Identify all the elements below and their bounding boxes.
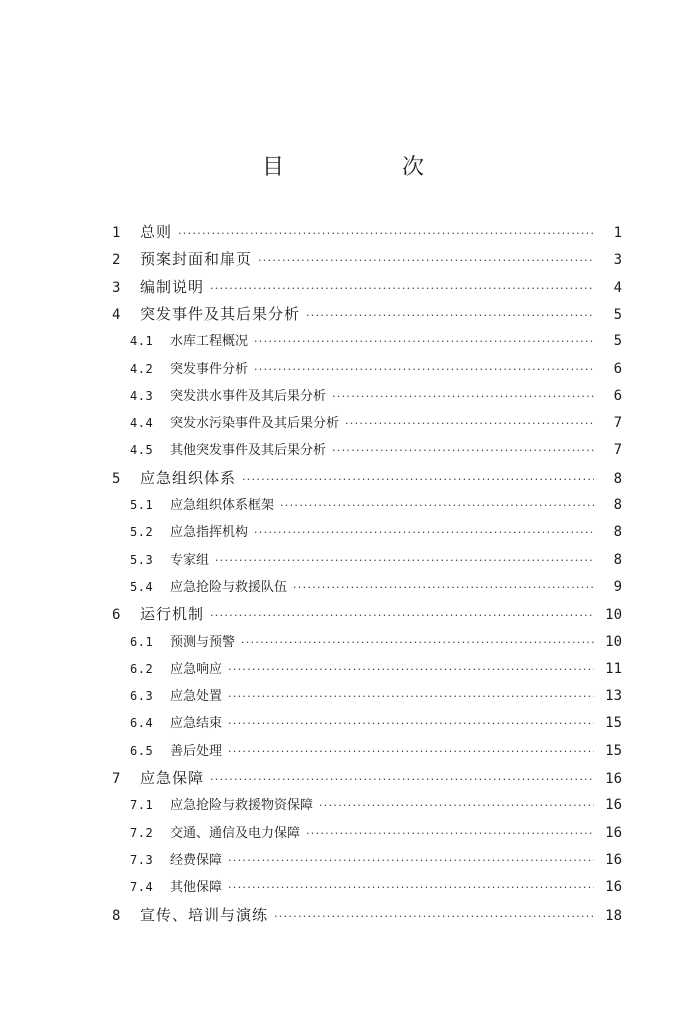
toc-entry[interactable]: [130, 657, 622, 681]
toc-leader-dots: [280, 494, 594, 518]
toc-entry-page: 11: [605, 660, 622, 677]
toc-entry[interactable]: [112, 220, 622, 244]
toc-entry-number: 7.2: [130, 825, 154, 840]
toc-entry-page: 8: [613, 470, 622, 487]
toc-entry-title: 运行机制: [140, 605, 205, 624]
toc-entry-number: 4.5: [130, 443, 154, 458]
toc-entry-page: 3: [613, 252, 622, 269]
toc-leader-dots: [293, 576, 594, 600]
toc-entry-number: 5.1: [130, 498, 154, 512]
toc-entry[interactable]: [130, 411, 622, 435]
toc-entry-number: 6.3: [130, 689, 154, 704]
toc-leader-dots: [254, 330, 594, 354]
toc-entry[interactable]: [130, 875, 622, 899]
toc-entry-title: 编制说明: [140, 277, 205, 296]
toc-entry-title: 应急指挥机构: [170, 525, 249, 541]
toc-entry-number: 5: [112, 470, 121, 487]
toc-entry-title: 应急保障: [140, 769, 205, 787]
toc-leader-dots: [319, 794, 594, 818]
toc-leader-dots: [306, 822, 594, 846]
toc-entry[interactable]: [112, 602, 622, 626]
toc-entry-title: 宣传、培训与演练: [140, 905, 269, 924]
page-title: 目 次: [261, 155, 472, 180]
toc-leader-dots: [306, 304, 594, 328]
toc-entry-title: 善后处理: [170, 743, 223, 759]
toc-entry[interactable]: [130, 711, 622, 735]
toc-entry-title: 应急响应: [170, 661, 223, 677]
toc-entry-number: 6.1: [130, 634, 154, 649]
toc-entry-title: 总则: [140, 223, 173, 241]
toc-entry-page: 16: [605, 879, 622, 896]
toc-entry-title: 应急组织体系框架: [170, 498, 275, 513]
toc-entry-number: 5.4: [130, 579, 154, 594]
toc-entry-page: 10: [605, 633, 622, 650]
toc-entry[interactable]: [130, 438, 622, 462]
toc-entry-number: 5.2: [130, 525, 154, 540]
toc-leader-dots: [254, 521, 594, 545]
toc-entry-page: 5: [613, 306, 622, 323]
toc-entry-title: 其他突发事件及其后果分析: [170, 443, 327, 459]
toc-entry-title: 应急抢险与救援物资保障: [170, 798, 314, 814]
toc-leader-dots: [178, 222, 594, 246]
toc-entry-title: 应急结束: [170, 716, 223, 732]
toc-entry-page: 6: [613, 360, 622, 377]
toc-entry-number: 4.2: [130, 361, 154, 376]
toc-entry-page: 8: [613, 551, 622, 568]
toc-entry-page: 10: [605, 607, 622, 624]
toc-entry[interactable]: [130, 575, 622, 599]
toc-entry[interactable]: [130, 630, 622, 654]
toc-leader-dots: [258, 249, 594, 273]
toc-entry-page: 15: [605, 742, 622, 759]
toc-entry-title: 其他保障: [170, 880, 223, 896]
toc-leader-dots: [274, 905, 594, 929]
toc-entry-number: 7.4: [130, 880, 154, 895]
toc-entry-title: 经费保障: [170, 852, 223, 868]
toc-entry-number: 7: [112, 771, 121, 787]
toc-entry-title: 专家组: [170, 552, 210, 568]
toc-entry-title: 突发事件分析: [170, 361, 249, 377]
toc-leader-dots: [228, 740, 594, 764]
toc-entry-page: 9: [613, 578, 622, 595]
toc-entry-page: 16: [605, 771, 622, 787]
toc-entry-title: 突发水污染事件及其后果分析: [170, 416, 340, 432]
toc-entry-page: 7: [613, 442, 622, 459]
toc-entry-title: 水库工程概况: [170, 334, 249, 350]
toc-entry-page: 5: [613, 333, 622, 350]
toc-entry-title: 预案封面和扉页: [140, 250, 253, 269]
toc-entry-page: 8: [613, 497, 622, 513]
toc-entry-page: 8: [613, 524, 622, 541]
toc-entry-number: 6.4: [130, 716, 154, 731]
toc-entry[interactable]: [130, 384, 622, 408]
toc-entry[interactable]: [112, 466, 622, 490]
toc-entry[interactable]: [112, 247, 622, 271]
toc-entry-number: 8: [112, 907, 121, 924]
toc-entry[interactable]: [130, 493, 622, 517]
toc-leader-dots: [332, 439, 594, 463]
toc-entry-number: 7.1: [130, 798, 154, 813]
toc-entry-number: 6.2: [130, 661, 154, 676]
toc-entry-number: 3: [112, 279, 121, 296]
toc-leader-dots: [332, 385, 594, 409]
toc-leader-dots: [241, 631, 594, 655]
toc-leader-dots: [215, 549, 594, 573]
toc-entry-page: 1: [613, 225, 622, 241]
toc-entry[interactable]: [130, 848, 622, 872]
toc-entry-page: 7: [613, 415, 622, 432]
toc-entry[interactable]: [112, 275, 622, 299]
toc-entry[interactable]: [130, 739, 622, 763]
toc-entry-number: 4.4: [130, 416, 154, 431]
toc-entry-title: 突发洪水事件及其后果分析: [170, 388, 327, 404]
toc-entry-title: 应急组织体系: [140, 468, 237, 487]
toc-leader-dots: [228, 849, 594, 873]
toc-entry-number: 2: [112, 252, 121, 269]
toc-entry[interactable]: [130, 548, 622, 572]
toc-leader-dots: [242, 468, 594, 492]
toc-entry-title: 应急处置: [170, 689, 223, 705]
toc-entry[interactable]: [130, 793, 622, 817]
toc-entry[interactable]: [130, 357, 622, 381]
toc-entry-number: 6.5: [130, 743, 154, 758]
toc-entry-page: 18: [605, 907, 622, 924]
toc-entry-page: 6: [613, 387, 622, 404]
toc-entry-number: 4.3: [130, 388, 154, 403]
toc-entry-title: 突发事件及其后果分析: [140, 304, 301, 323]
toc-entry-number: 7.3: [130, 852, 154, 867]
toc-entry[interactable]: [130, 329, 622, 353]
toc-entry-page: 16: [605, 851, 622, 868]
toc-entry-title: 应急抢险与救援队伍: [170, 579, 288, 595]
toc-leader-dots: [345, 412, 594, 436]
toc-leader-dots: [228, 876, 594, 900]
toc-leader-dots: [254, 358, 594, 382]
toc-entry[interactable]: [130, 684, 622, 708]
toc-entry[interactable]: [130, 520, 622, 544]
toc-entry-page: 13: [605, 688, 622, 705]
toc-leader-dots: [228, 712, 594, 736]
toc-leader-dots: [228, 685, 594, 709]
toc-entry-page: 15: [605, 715, 622, 732]
toc-entry-title: 交通、通信及电力保障: [170, 825, 301, 841]
toc-entry-number: 4: [112, 306, 121, 323]
toc-entry[interactable]: [112, 903, 622, 927]
toc-leader-dots: [210, 768, 594, 792]
toc-leader-dots: [228, 658, 594, 682]
toc-entry[interactable]: [130, 821, 622, 845]
toc-entry-number: 1: [112, 225, 121, 241]
toc-entry-page: 16: [605, 797, 622, 814]
toc-entry-page: 4: [613, 279, 622, 296]
toc-entry[interactable]: [112, 766, 622, 790]
toc-entry-title: 预测与预警: [170, 634, 236, 650]
toc-entry-number: 6: [112, 607, 121, 624]
toc-leader-dots: [210, 604, 594, 628]
toc-entry-number: 5.3: [130, 552, 154, 567]
toc-entry-page: 16: [605, 824, 622, 841]
toc-entry[interactable]: [112, 302, 622, 326]
toc-leader-dots: [210, 277, 594, 301]
toc-entry-number: 4.1: [130, 334, 154, 349]
